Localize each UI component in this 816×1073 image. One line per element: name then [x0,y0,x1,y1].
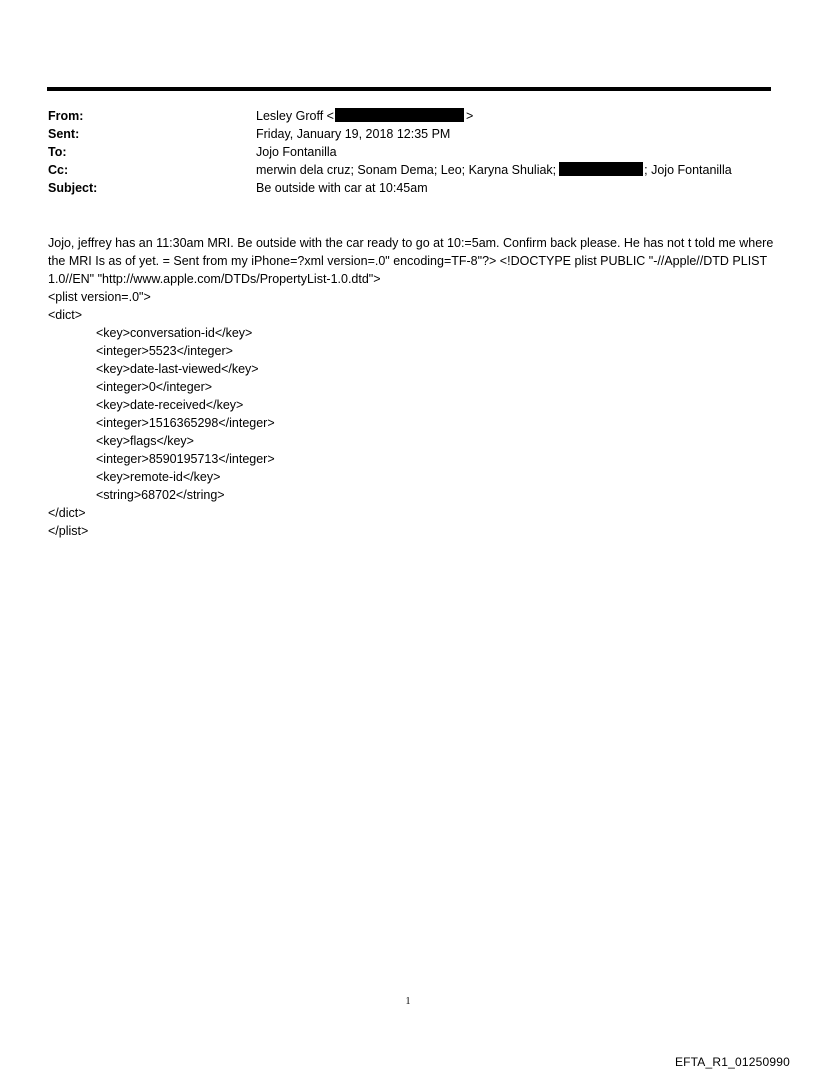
page-number: 1 [405,996,411,1007]
dict-line: <integer>5523</integer> [96,344,233,358]
dict-line: <key>flags</key> [96,434,194,448]
dict-line: <integer>1516365298</integer> [96,416,275,430]
dict-line: <string>68702</string> [96,488,225,502]
redaction-block [335,108,464,122]
redaction-block [559,162,643,176]
email-body [48,234,778,540]
from-row [48,107,768,125]
dict-line: <integer>0</integer> [96,380,213,394]
plist-close-tag: </plist> [48,524,89,538]
to-value: Jojo Fontanilla [256,145,337,159]
subject-label: Subject: [48,181,98,195]
email-header [48,107,768,197]
dict-line: <key>conversation-id</key> [96,326,253,340]
from-name: Lesley Groff < [256,109,334,123]
cc-label: Cc: [48,163,69,177]
dict-line: <key>date-received</key> [96,398,244,412]
dict-close-tag: </dict> [48,506,86,520]
cc-row [48,161,768,179]
to-label: To: [48,145,67,159]
dict-open-tag: <dict> [48,308,83,322]
from-label: From: [48,109,84,123]
plist-open-tag: <plist version=.0"> [48,290,151,304]
cc-value [256,161,732,179]
header-rule [47,87,771,91]
from-close: > [465,109,474,123]
subject-row [48,179,768,197]
sent-row [48,125,768,143]
dict-line: <key>date-last-viewed</key> [96,362,259,376]
sent-label: Sent: [48,127,80,141]
cc-recipients: merwin dela cruz; Sonam Dema; Leo; Karyna Shuliak; [256,163,557,177]
from-value [256,107,473,125]
cc-recipients-end: ; Jojo Fontanilla [644,163,732,177]
message-paragraph: Jojo, jeffrey has an 11:30am MRI. Be outside with the car ready to go at 10:=5am. Confirm back please. He has not t told me where the MRI Is as of yet. = Sent from my iPhone=?xml version=.0" encoding=TF-8"?> <!DOCTYPE plist PUBLIC "-//Apple//DTD PLIST 1.0//EN" "http://www.apple.com/DTDs/PropertyList-1.0.dtd"> [48,236,774,286]
bates-number: EFTA_R1_01250990 [674,1055,790,1069]
subject-value: Be outside with car at 10:45am [256,181,428,195]
to-row [48,143,768,161]
sent-value: Friday, January 19, 2018 12:35 PM [256,127,451,141]
dict-line: <integer>8590195713</integer> [96,452,275,466]
dict-line: <key>remote-id</key> [96,470,221,484]
